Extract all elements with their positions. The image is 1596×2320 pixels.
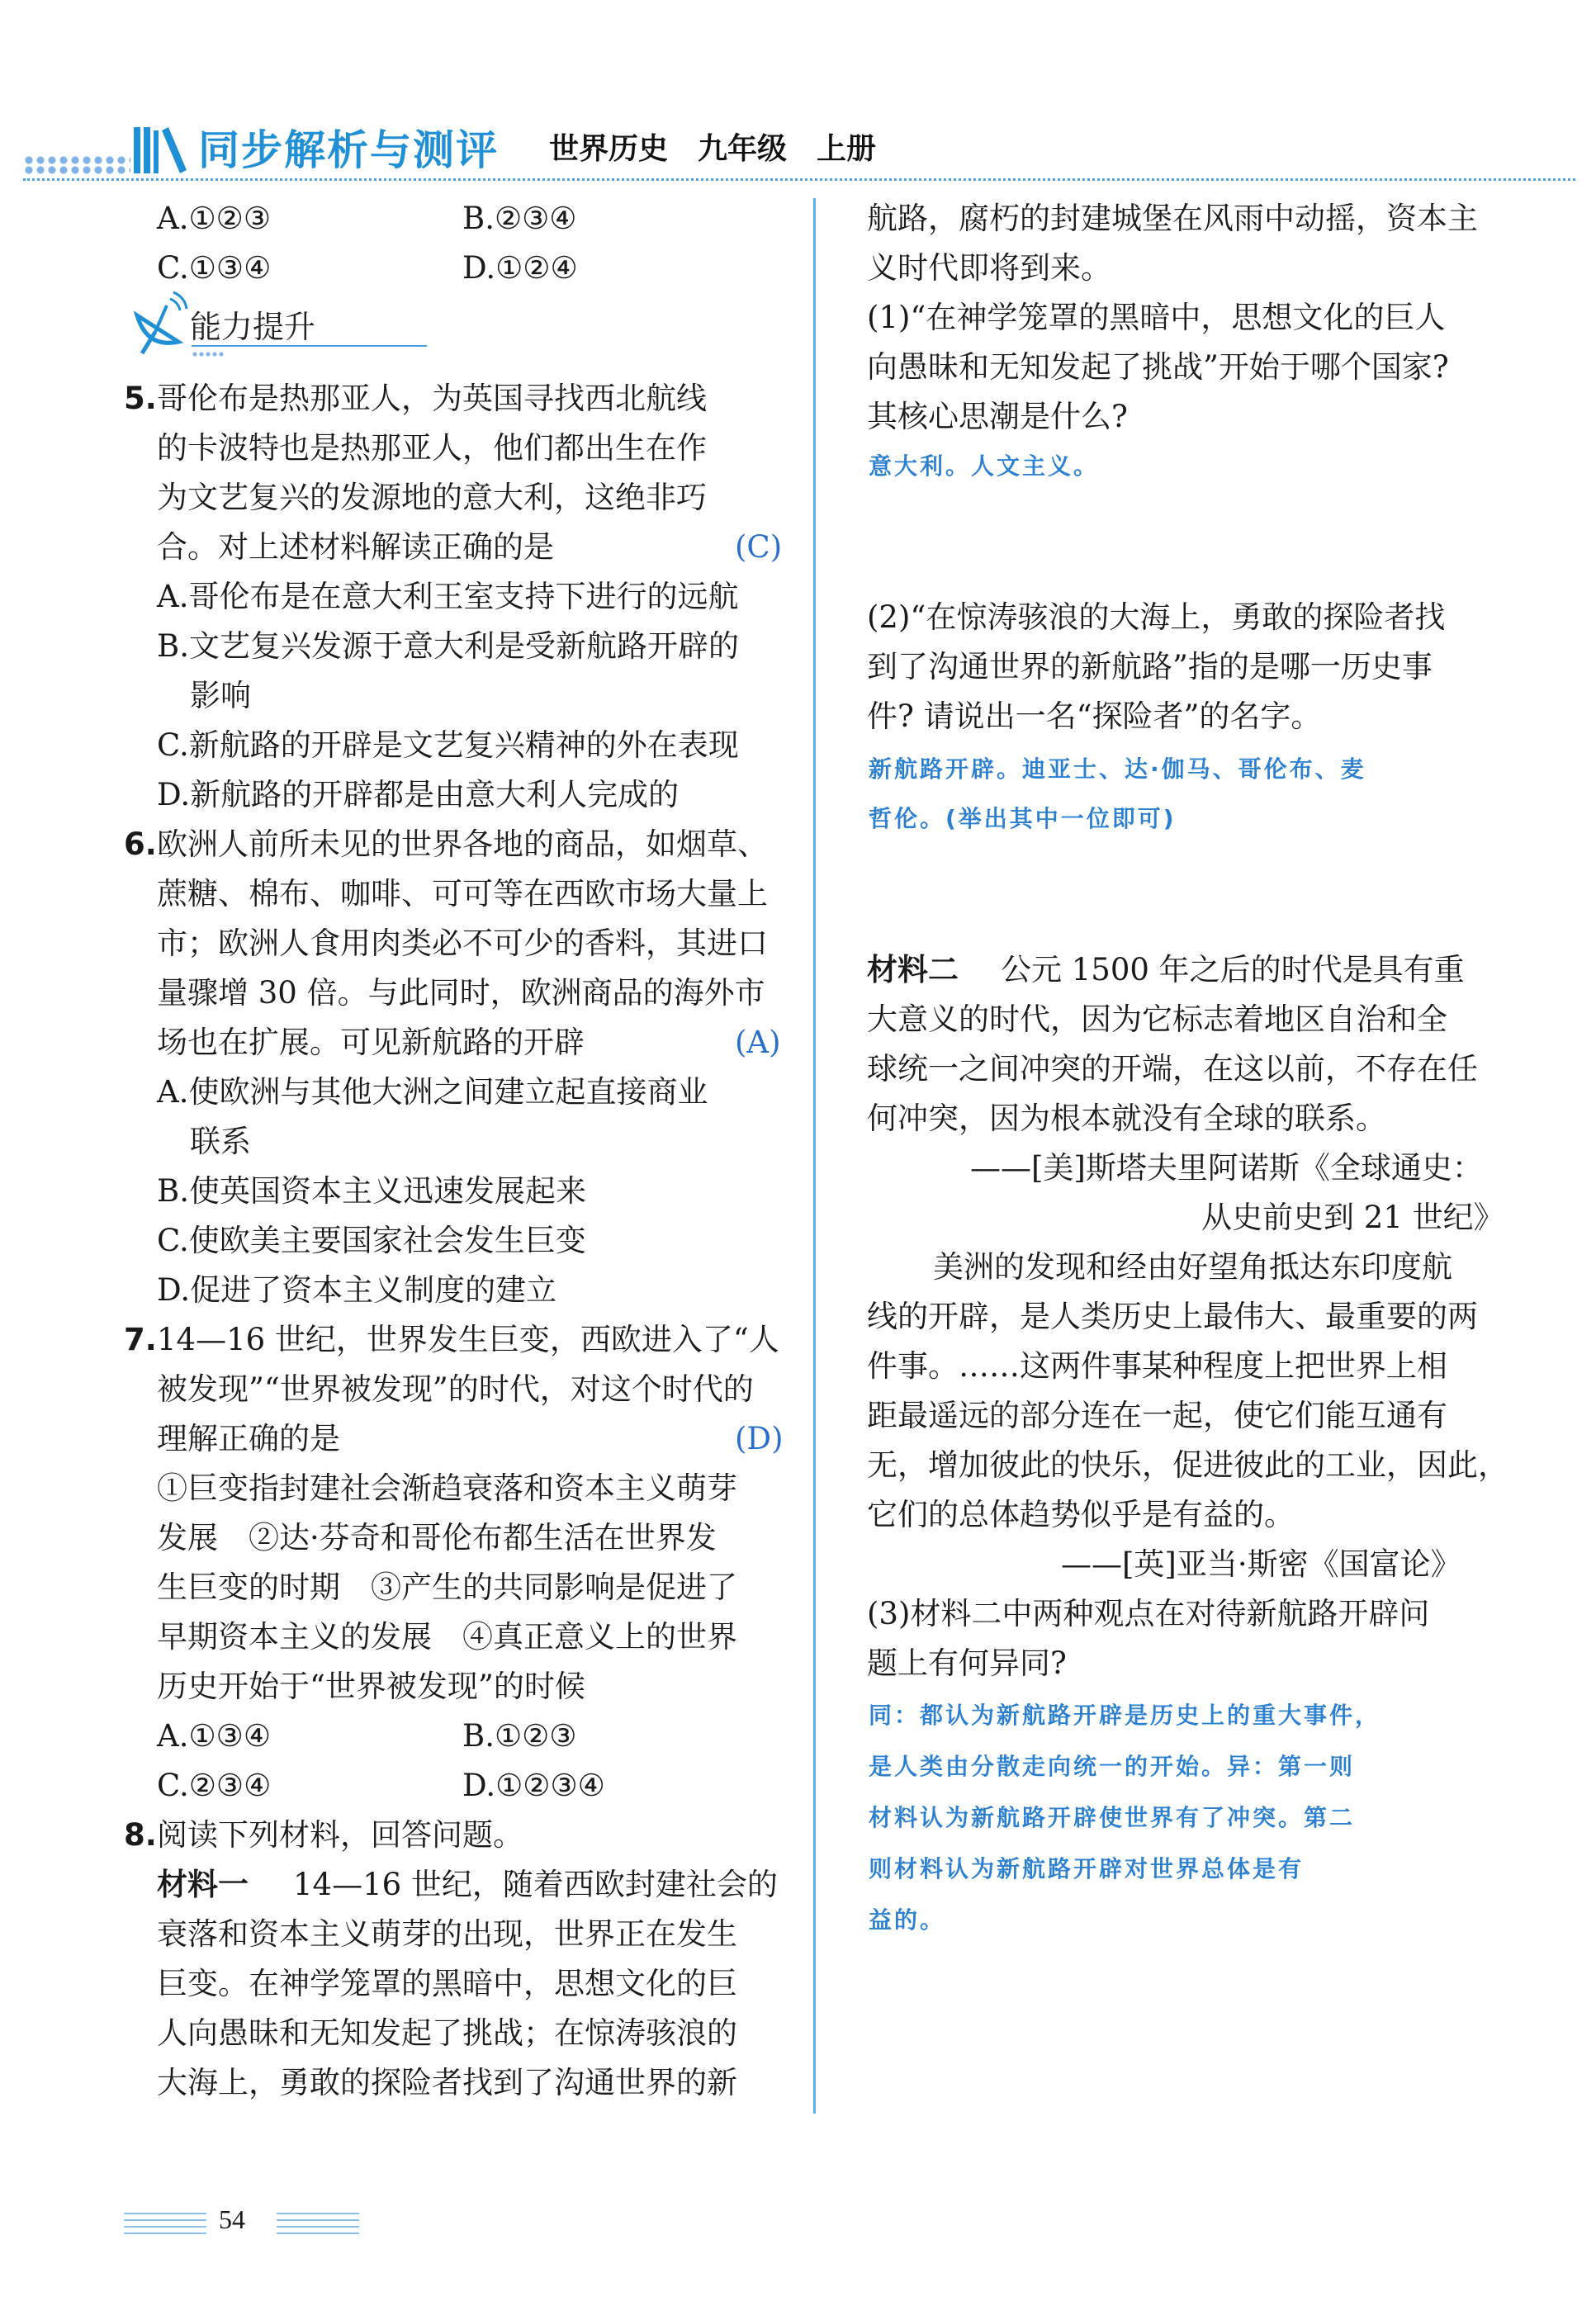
- material1-line: 14—16 世纪，随着西欧封建社会的: [293, 1867, 778, 1902]
- q4-option-a: A.①②③: [157, 201, 271, 236]
- q7-line: 生巨变的时期 ③产生的共同影响是促进了: [157, 1570, 737, 1605]
- q7-option-b: B.①②③: [462, 1718, 577, 1754]
- material2-label: 材料二: [867, 952, 959, 987]
- material1-continued: 航路，腐朽的封建城堡在风雨中动摇，资本主: [867, 201, 1478, 236]
- q5-line: 哥伦布是热那亚人，为英国寻找西北航线: [157, 381, 707, 416]
- footer-lines-decoration: [277, 2213, 359, 2234]
- handwritten-answer-3: 是人类由分散走向统一的开始。异：第一则: [869, 1753, 1356, 1780]
- q5-line: 的卡波特也是热那亚人，他们都出生在作: [157, 430, 707, 466]
- material2-line: 公元 1500 年之后的时代是具有重: [1001, 952, 1465, 987]
- q5-option: A.哥伦布是在意大利王室支持下进行的远航: [157, 579, 739, 614]
- material2b-line: 无，增加彼此的快乐，促进彼此的工业，因此，: [867, 1447, 1508, 1483]
- citation-2: ——[英]亚当·斯密《国富论》: [1061, 1546, 1461, 1582]
- citation-1: ——[美]斯塔夫里阿诺斯《全球通史：: [970, 1150, 1483, 1186]
- sub-question-1: (1)“在神学笼罩的黑暗中，思想文化的巨人: [867, 300, 1446, 335]
- q7-line: 发展 ②达·芬奇和哥伦布都生活在世界发: [157, 1520, 717, 1555]
- q7-answer: (D): [735, 1421, 784, 1456]
- q4-option-d: D.①②④: [462, 250, 578, 286]
- material2-line: 大意义的时代，因为它标志着地区自治和全: [867, 1001, 1447, 1037]
- q7-number: 7.: [124, 1322, 157, 1357]
- handwritten-answer-2: 哲伦。(举出其中一位即可): [869, 805, 1177, 832]
- column-divider: [813, 198, 816, 2114]
- handwritten-answer-3: 益的。: [869, 1906, 946, 1934]
- satellite-dish-icon: [130, 291, 188, 357]
- q7-option-d: D.①②③④: [462, 1768, 605, 1803]
- q7-line: 14—16 世纪，世界发生巨变，西欧进入了“人: [157, 1322, 779, 1357]
- book-series-title: 同步解析与测评: [198, 126, 499, 174]
- q5-number: 5.: [124, 381, 157, 416]
- q6-option: A.使欧洲与其他大洲之间建立起直接商业: [157, 1074, 708, 1110]
- books-icon: [132, 122, 190, 175]
- q4-option-b: B.②③④: [462, 201, 577, 236]
- q8-number: 8.: [124, 1817, 157, 1853]
- handwritten-answer-3: 则材料认为新航路开辟对世界总体是有: [869, 1855, 1305, 1882]
- material2b-line: 它们的总体趋势似乎是有益的。: [867, 1497, 1295, 1532]
- page-footer: [124, 2204, 372, 2246]
- q7-line: 被发现”“世界被发现”的时代，对这个时代的: [157, 1371, 754, 1407]
- q5-option: B.文艺复兴发源于意大利是受新航路开辟的: [157, 628, 739, 664]
- material2-line: 球统一之间冲突的开端，在这以前，不存在任: [867, 1051, 1478, 1087]
- sub-question-3: 题上有何异同?: [867, 1645, 1067, 1681]
- q4-option-c: C.①③④: [157, 250, 272, 286]
- q8-prompt: 阅读下列材料，回答问题。: [157, 1817, 523, 1853]
- q6-option: C.使欧美主要国家社会发生巨变: [157, 1223, 586, 1258]
- q6-line: 场也在扩展。可见新航路的开辟: [157, 1025, 585, 1060]
- q6-line: 蔗糖、棉布、咖啡、可可等在西欧市场大量上: [157, 876, 768, 911]
- q6-option: D.促进了资本主义制度的建立: [157, 1272, 557, 1308]
- q6-number: 6.: [124, 826, 157, 862]
- section-title: 能力提升: [190, 309, 316, 345]
- material2-line: 何冲突，因为根本就没有全球的联系。: [867, 1101, 1386, 1136]
- page-number: 54: [219, 2204, 245, 2234]
- material2b-line: 件事。……这两件事某种程度上把世界上相: [867, 1348, 1447, 1384]
- sub-question-3: (3)材料二中两种观点在对待新航路开辟问: [867, 1596, 1430, 1631]
- q7-option-a: A.①③④: [157, 1718, 271, 1754]
- citation-1: 从史前史到 21 世纪》: [1201, 1200, 1504, 1235]
- q5-answer: (C): [735, 529, 783, 565]
- handwritten-answer-2: 新航路开辟。迪亚士、达·伽马、哥伦布、麦: [869, 755, 1366, 783]
- sub-question-1: 其核心思潮是什么?: [867, 399, 1128, 434]
- header-dots-decoration: [23, 155, 130, 175]
- material1-line: 人向愚昧和无知发起了挑战；在惊涛骇浪的: [157, 2015, 737, 2051]
- q7-option-c: C.②③④: [157, 1768, 272, 1803]
- material1-continued: 义时代即将到来。: [867, 250, 1111, 286]
- material2b-line: 线的开辟，是人类历史上最伟大、最重要的两: [867, 1299, 1478, 1334]
- footer-lines-decoration: [124, 2213, 206, 2234]
- handwritten-answer-1: 意大利。人文主义。: [869, 452, 1100, 480]
- q6-answer: (A): [735, 1025, 781, 1060]
- handwritten-answer-3: 同：都认为新航路开辟是历史上的重大事件，: [869, 1702, 1381, 1729]
- sub-question-2: 件? 请说出一名“探险者”的名字。: [867, 698, 1322, 734]
- q7-line: 理解正确的是: [157, 1421, 340, 1456]
- material1-label: 材料一: [157, 1867, 249, 1902]
- q5-option: 影响: [190, 678, 251, 713]
- q6-line: 欧洲人前所未见的世界各地的商品，如烟草、: [157, 826, 768, 862]
- material1-line: 衰落和资本主义萌芽的出现，世界正在发生: [157, 1916, 737, 1952]
- material1-line: 大海上，勇敢的探险者找到了沟通世界的新: [157, 2065, 737, 2100]
- q5-option: D.新航路的开辟都是由意大利人完成的: [157, 777, 680, 812]
- q7-line: 早期资本主义的发展 ④真正意义上的世界: [157, 1619, 737, 1655]
- handwritten-answer-3: 材料认为新航路开辟使世界有了冲突。第二: [869, 1804, 1356, 1831]
- q7-line: 历史开始于“世界被发现”的时候: [157, 1669, 585, 1704]
- sub-question-1: 向愚昧和无知发起了挑战”开始于哪个国家?: [867, 349, 1449, 385]
- q6-line: 市；欧洲人食用肉类必不可少的香料，其进口: [157, 926, 768, 961]
- q6-option: 联系: [190, 1124, 251, 1159]
- q6-option: B.使英国资本主义迅速发展起来: [157, 1173, 586, 1209]
- material1-line: 巨变。在神学笼罩的黑暗中，思想文化的巨: [157, 1966, 737, 2001]
- sub-question-2: (2)“在惊涛骇浪的大海上，勇敢的探险者找: [867, 599, 1446, 635]
- section-underline: [192, 345, 427, 347]
- page-header: [0, 107, 1596, 186]
- book-subtitle: 世界历史 九年级 上册: [549, 132, 877, 166]
- header-dotted-rule: [23, 178, 1575, 181]
- q5-line: 为文艺复兴的发源地的意大利，这绝非巧: [157, 480, 707, 515]
- q6-line: 量骤增 30 倍。与此同时，欧洲商品的海外市: [157, 975, 765, 1011]
- q5-option: C.新航路的开辟是文艺复兴精神的外在表现: [157, 727, 739, 763]
- material2b-line: 距最遥远的部分连在一起，使它们能互通有: [867, 1398, 1447, 1433]
- q7-line: ①巨变指封建社会渐趋衰落和资本主义萌芽: [157, 1470, 737, 1506]
- sub-question-2: 到了沟通世界的新航路”指的是哪一历史事: [867, 649, 1433, 684]
- q5-line: 合。对上述材料解读正确的是: [157, 529, 554, 565]
- material2b-line: 美洲的发现和经由好望角抵达东印度航: [933, 1249, 1452, 1285]
- section-dots: [192, 352, 225, 357]
